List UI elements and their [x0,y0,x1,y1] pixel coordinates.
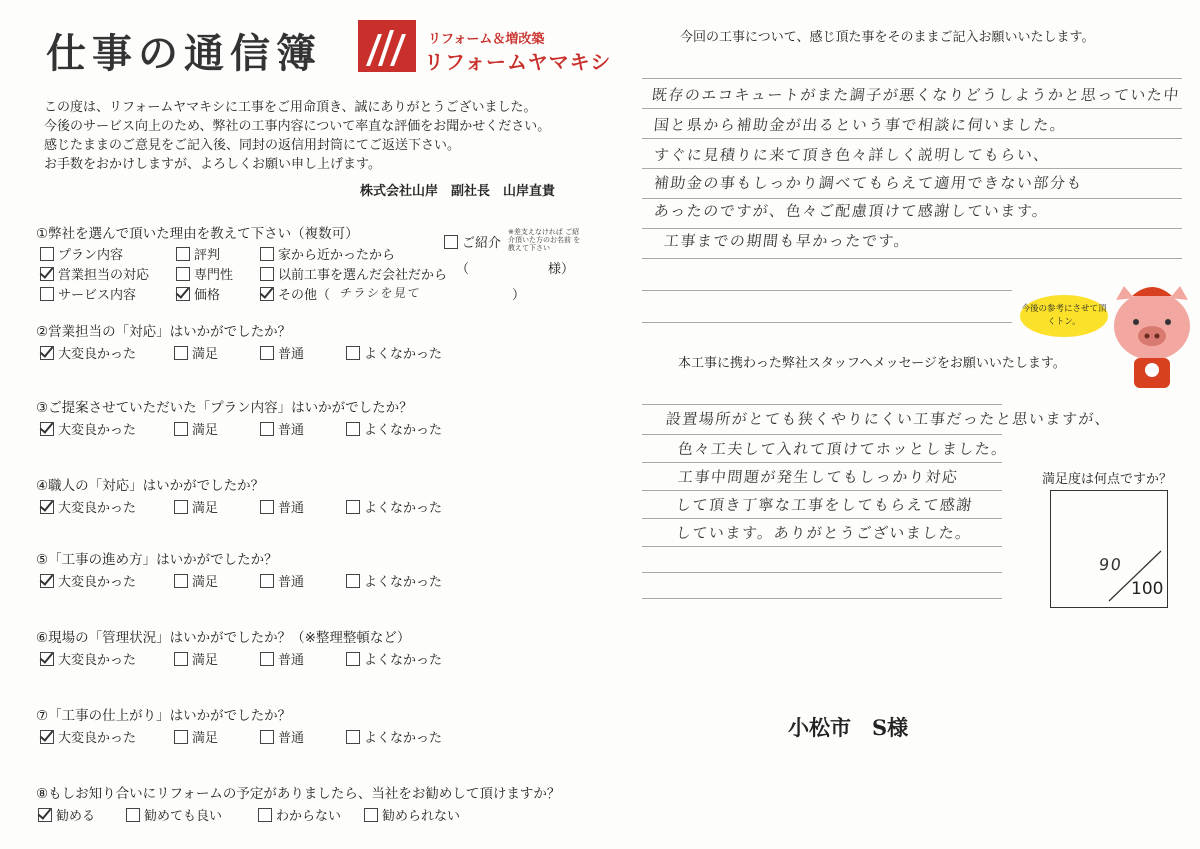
writing-line [642,490,1002,491]
referral-note: ※差支えなければ ご紹介頂いた方のお名前 を教えて下さい [508,228,581,252]
writing-line [642,434,1002,435]
q1-option[interactable]: 営業担当の対応 [40,264,149,283]
rating-option[interactable]: 満足 [174,649,218,668]
company-logo-icon [358,20,416,72]
checkbox[interactable] [346,422,360,436]
checkbox[interactable] [260,652,274,666]
rating-option[interactable]: よくなかった [346,727,442,746]
checkbox[interactable] [260,500,274,514]
checkbox[interactable] [260,574,274,588]
question-3-label: ③ご提案させていただいた「プラン内容」はいかがでしたか？ [36,400,413,416]
logo-subtitle: リフォーム＆増改築 [428,32,545,47]
writing-line [642,546,1002,547]
question-7-label: ⑦「工事の仕上がり」はいかがでしたか？ [36,708,292,724]
checkbox-checked[interactable] [40,730,54,744]
checkbox-checked[interactable] [40,346,54,360]
question-5-label: ⑤「工事の進め方」はいかがでしたか？ [36,552,278,568]
writing-line [642,228,1182,229]
q1-option[interactable]: 以前工事を選んだ会社だから [260,264,447,283]
rating-option[interactable]: よくなかった [346,649,442,668]
staff-handwritten-line: しています。ありがとうございました。 [675,524,973,542]
question-4-label: ④職人の「対応」はいかがでしたか？ [36,478,265,494]
checkbox[interactable] [174,574,188,588]
checkbox[interactable] [176,267,190,281]
writing-line [642,78,1182,79]
writing-line [642,322,1012,323]
checkbox[interactable] [346,730,360,744]
checkbox[interactable] [174,652,188,666]
question-6-label: ⑥現場の「管理状況」はいかがでしたか？（※整理整頓など） [36,630,411,646]
score-box [1050,490,1168,608]
staff-handwritten-line: 設置場所がとても狭くやりにくい工事だったと思いますが、 [665,410,1113,428]
logo-name: リフォームヤマキシ [424,50,612,74]
staff-message-heading: 本工事に携わった弊社スタッフへメッセージをお願いいたします。 [678,356,1066,371]
rating-option[interactable]: 普通 [260,497,304,516]
q1-option[interactable]: 専門性 [176,264,233,283]
recommend-option[interactable]: 勧める [38,805,95,824]
rating-option[interactable]: よくなかった [346,497,442,516]
intro-line: お手数をおかけしますが、よろしくお願い申し上げます。 [44,157,381,172]
rating-option[interactable]: 大変良かった [40,649,136,668]
recommend-option[interactable]: 勧められない [364,805,460,824]
checkbox-checked[interactable] [40,652,54,666]
referral-open-paren: （ [456,262,470,277]
writing-line [642,404,1002,405]
score-value: 90 [1098,555,1124,574]
rating-option[interactable]: 満足 [174,419,218,438]
pig-mascot-icon [1108,278,1196,390]
rating-option[interactable]: よくなかった [346,571,442,590]
staff-handwritten-line: 工事中問題が発生してもしっかり対応 [677,468,960,486]
checkbox[interactable] [346,652,360,666]
q1-option[interactable]: 価格 [176,284,220,303]
checkbox[interactable] [346,346,360,360]
checkbox[interactable] [260,247,274,261]
intro-line: 感じたままのご意見をご記入後、同封の返信用封筒にてご返送下さい。 [44,138,461,153]
question-8-label: ⑧もしお知り合いにリフォームの予定がありましたら、当社をお勧めして頂けますか？ [36,786,561,802]
checkbox[interactable] [126,808,140,822]
checkbox[interactable] [346,500,360,514]
writing-line [642,518,1002,519]
question-1-label: ①弊社を選んで頂いた理由を教えて下さい（複数可） [36,226,359,242]
checkbox-checked[interactable] [40,574,54,588]
rating-option[interactable]: よくなかった [346,419,442,438]
impression-handwritten-line: すぐに見積りに来て頂き色々詳しく説明してもらい、 [653,146,1051,164]
intro-text [44,98,604,174]
rating-option[interactable]: 普通 [260,343,304,362]
writing-line [642,138,1182,139]
writing-line [642,198,1182,199]
q1-option[interactable]: 家から近かったから [260,244,395,263]
referral-sama: 様） [548,262,575,277]
impression-heading: 今回の工事について、感じ頂た事をそのままご記入お願いいたします。 [680,30,1095,45]
checkbox[interactable] [174,500,188,514]
recommend-option[interactable]: 勧めても良い [126,805,222,824]
impression-handwritten-line: あったのですが、色々ご配慮頂けて感謝しています。 [653,202,1050,220]
writing-line [642,572,1002,573]
recommend-option[interactable]: わからない [258,805,341,824]
writing-line [642,598,1002,599]
checkbox[interactable] [176,247,190,261]
impression-handwritten-line: 国と県から補助金が出るという事で相談に伺いました。 [653,116,1068,134]
q1-option[interactable]: サービス内容 [40,284,136,303]
q1-option[interactable]: プラン内容 [40,244,123,263]
staff-handwritten-line: して頂き丁寧な工事をしてもらえて感謝 [675,496,974,514]
q1-option-other[interactable]: その他（ [260,284,330,303]
impression-handwritten-line: 既存のエコキュートがまた調子が悪くなりどうしようかと思っていた中 [651,86,1181,104]
page-title: 仕事の通信簿 [46,31,322,77]
checkbox[interactable] [260,422,274,436]
rating-option[interactable]: 普通 [260,649,304,668]
writing-line [642,168,1182,169]
rating-option[interactable]: 大変良かった [40,497,136,516]
writing-line [642,462,1002,463]
rating-option[interactable]: 満足 [174,343,218,362]
checkbox-checked[interactable] [40,500,54,514]
rating-option[interactable]: 大変良かった [40,571,136,590]
intro-line: この度は、リフォームヤマキシに工事をご用命頂き、誠にありがとうございました。 [44,100,537,115]
q1-option[interactable]: 評判 [176,244,220,263]
rating-option[interactable]: 満足 [174,497,218,516]
checkbox-checked[interactable] [40,267,54,281]
impression-handwritten-line: 工事までの期間も早かったです。 [663,232,912,250]
signer: 株式会社山岸 副社長 山岸直貴 [360,184,556,199]
checkbox[interactable] [174,346,188,360]
score-max: 100 [1131,579,1164,599]
rating-option[interactable]: 大変良かった [40,343,136,362]
question-2-label: ②営業担当の「対応」はいかがでしたか？ [36,324,292,340]
writing-line [642,258,1182,259]
writing-line [642,108,1182,109]
checkbox[interactable] [174,422,188,436]
checkbox[interactable] [444,235,458,249]
checkbox[interactable] [260,267,274,281]
rating-option[interactable]: 普通 [260,727,304,746]
rating-option[interactable]: 大変良かった [40,727,136,746]
rating-option[interactable]: よくなかった [346,343,442,362]
impression-handwritten-line: 補助金の事もしっかり調べてもらえて適用できない部分も [653,174,1084,192]
checkbox[interactable] [258,808,272,822]
rating-option[interactable]: 大変良かった [40,419,136,438]
checkbox-checked[interactable] [260,287,274,301]
checkbox[interactable] [346,574,360,588]
speech-bubble: 今後の参考にさせて頂くトン。 [1020,295,1108,337]
checkbox-checked[interactable] [38,808,52,822]
checkbox[interactable] [174,730,188,744]
writing-line [642,290,1012,291]
score-heading: 満足度は何点ですか？ [1042,472,1173,487]
intro-line: 今後のサービス向上のため、弊社の工事内容について率直な評価をお聞かせください。 [44,119,551,134]
rating-option[interactable]: 普通 [260,571,304,590]
checkbox[interactable] [40,287,54,301]
checkbox[interactable] [260,346,274,360]
rating-option[interactable]: 満足 [174,727,218,746]
referral-option[interactable]: ご紹介 [444,232,501,251]
checkbox[interactable] [260,730,274,744]
other-handwritten: チラシを見て [339,286,422,300]
customer-name: 小松市 S様 [788,715,909,740]
staff-handwritten-line: 色々工夫して入れて頂けてホッとしました。 [677,440,1009,458]
checkbox[interactable] [364,808,378,822]
rating-option[interactable]: 普通 [260,419,304,438]
close-paren: ） [512,288,526,303]
checkbox-checked[interactable] [40,422,54,436]
checkbox-checked[interactable] [176,287,190,301]
rating-option[interactable]: 満足 [174,571,218,590]
checkbox[interactable] [40,247,54,261]
